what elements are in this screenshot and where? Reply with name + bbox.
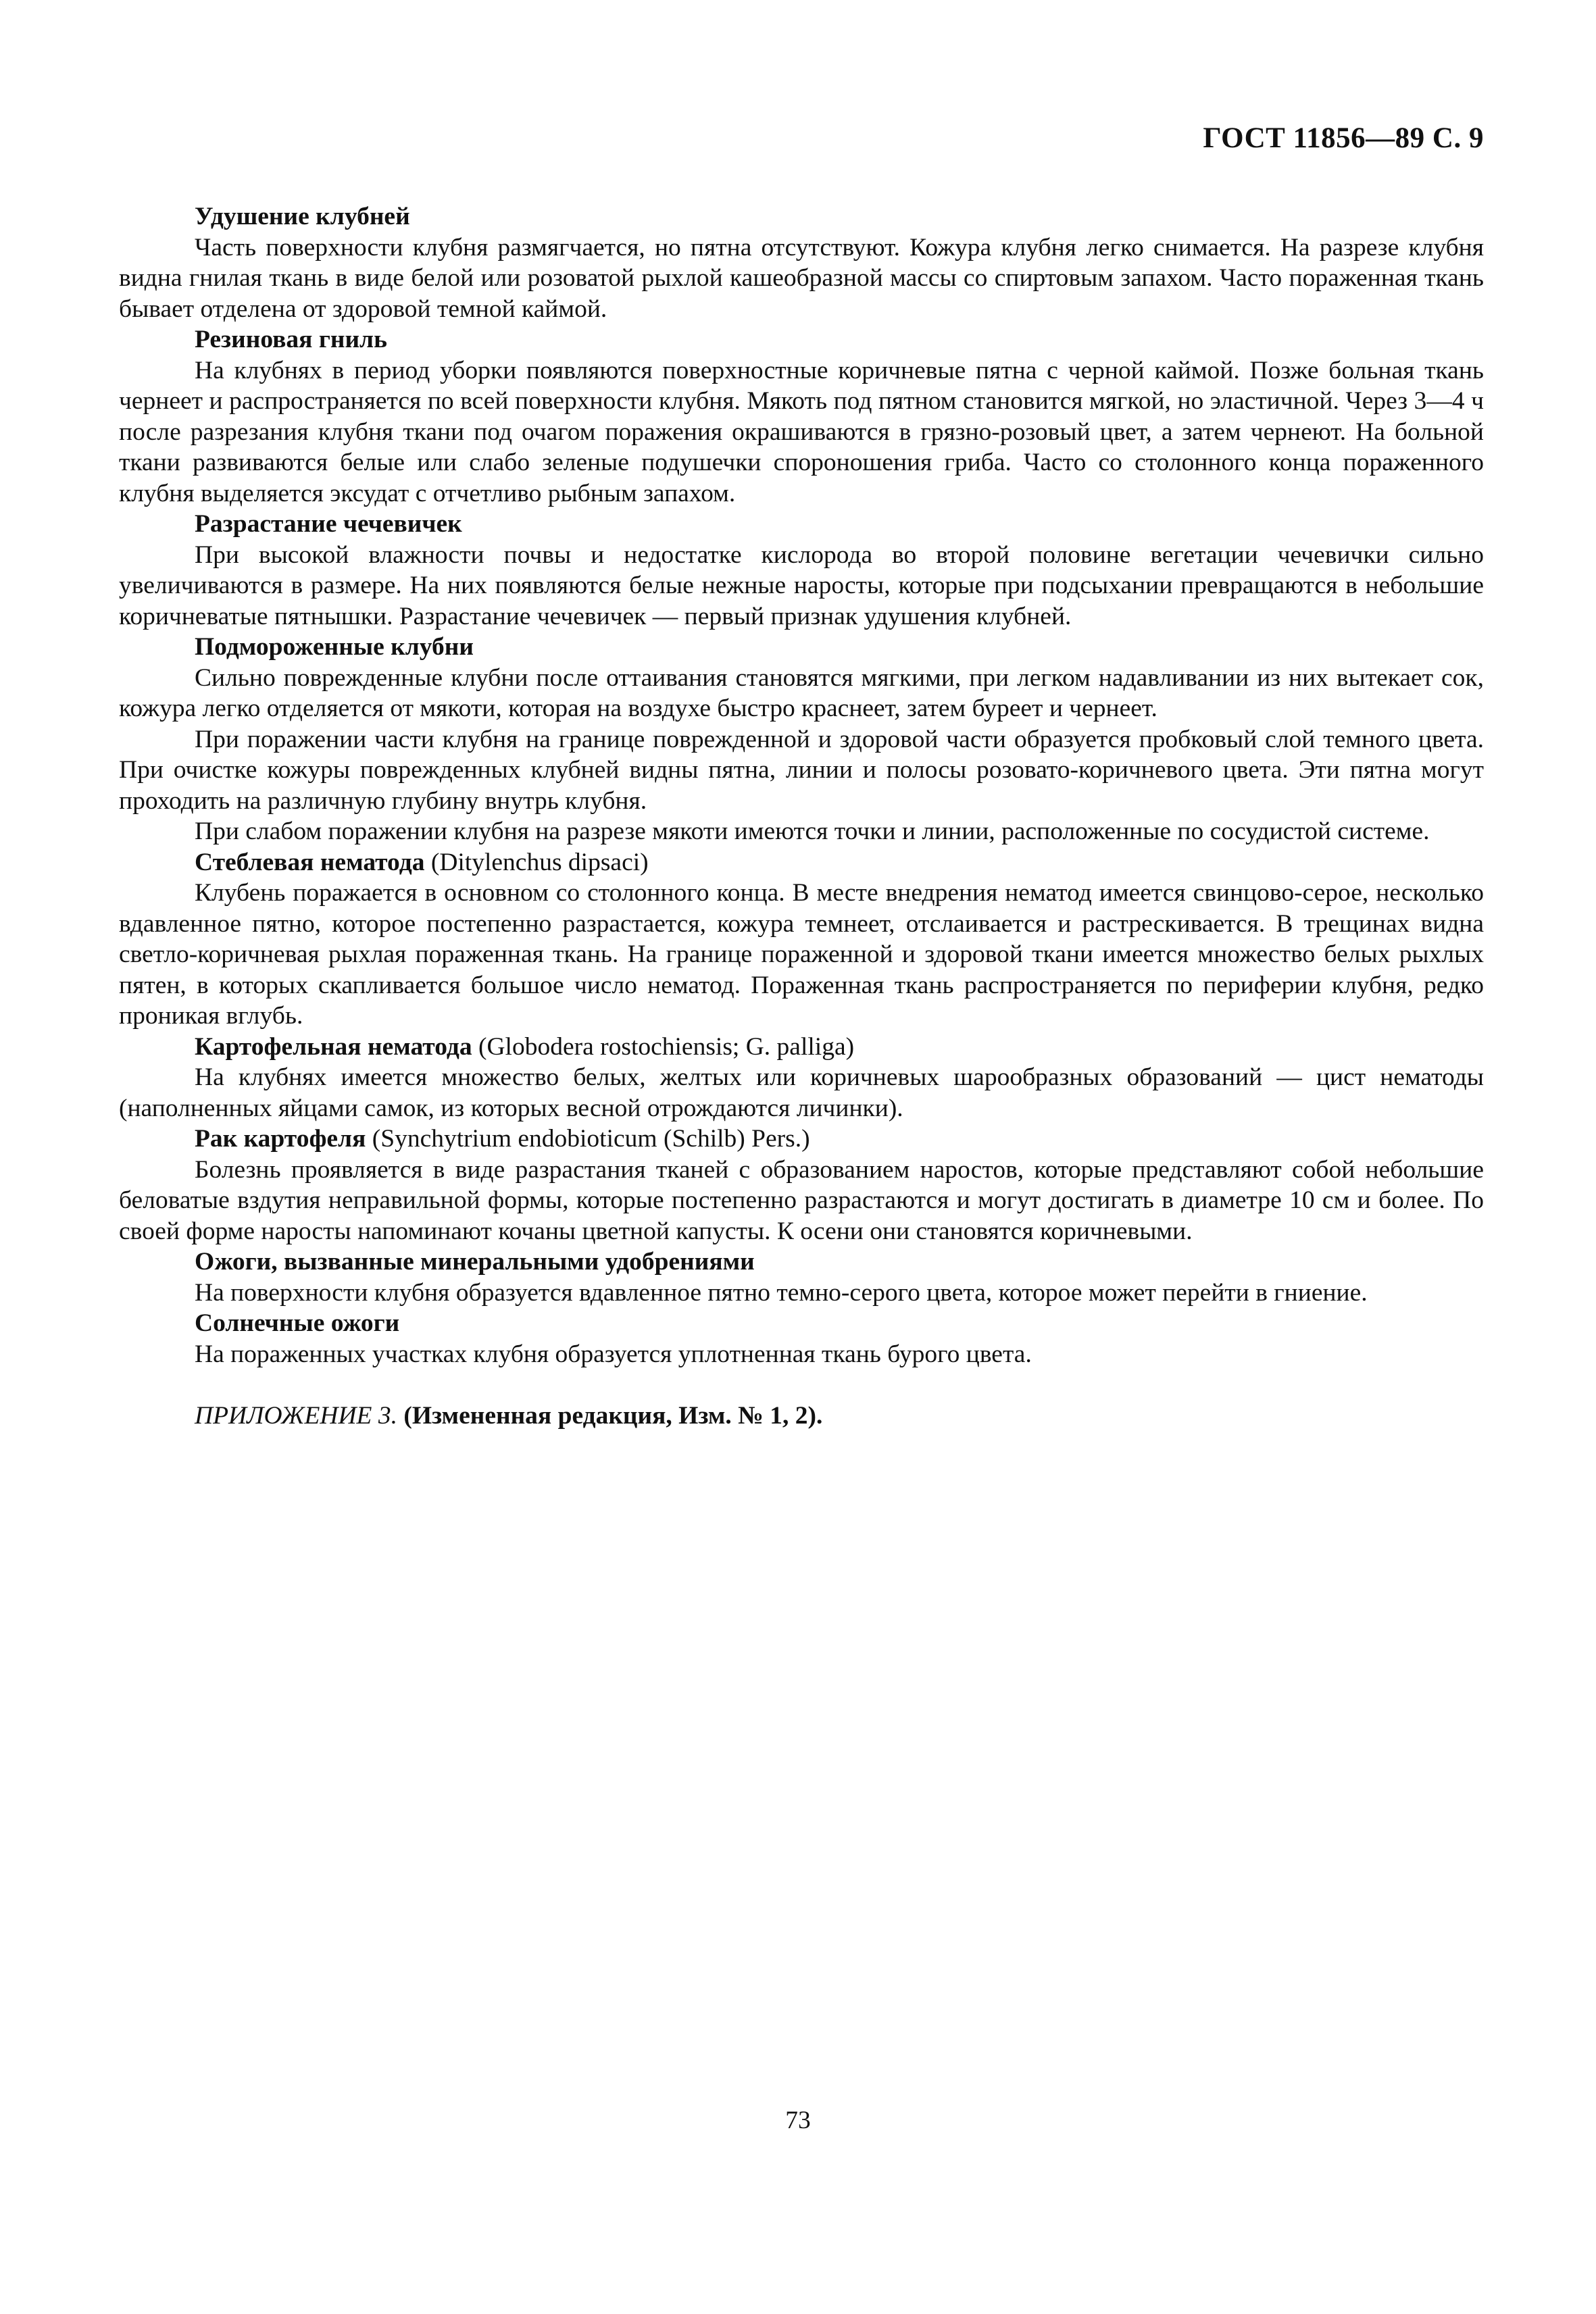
paragraph: Сильно поврежденные клубни после оттаивания становятся мягкими, при легком надавливании из них вытекает сок, кожура легко отделяется от мякоти, которая на воздухе быстро краснеет, затем буреет и чернеет. <box>119 663 1484 722</box>
paragraph: Часть поверхности клубня размягчается, но пятна отсутствуют. Кожура клубня легко снимается. На разрезе клубня видна гнилая ткань в виде белой или розоватой рыхлой кашеобразной массы со спиртовым запахом. Часто пораженная ткань бывает отделена от здоровой темной каймой. <box>119 233 1484 323</box>
paragraph: Болезнь проявляется в виде разрастания тканей с образованием наростов, которые представляют собой небольшие беловатые вздутия неправильной формы, которые постепенно разрастаются и могут достигать в диаметре 10 см и более. По своей форме наросты напоминают кочаны цветной капусты. К осени они становятся коричневыми. <box>119 1155 1484 1245</box>
paragraph: При слабом поражении клубня на разрезе мякоти имеются точки и линии, расположенные по сосудистой системе. <box>195 818 1430 845</box>
paragraph: На поверхности клубня образуется вдавленное пятно темно-серого цвета, которое может перейти в гниение. <box>195 1278 1368 1307</box>
section-heading-line <box>119 847 1484 878</box>
section-title: Картофельная нематода <box>195 1032 472 1061</box>
paragraph: При поражении части клубня на границе поврежденной и здоровой части образуется пробковый слой темного цвета. При очистке кожуры поврежденных клубней видны пятна, линии и полосы розовато-коричневого цвета. Эти пятна могут проходить на различную глубину внутрь клубня. <box>119 725 1484 815</box>
section-title: Разрастание чечевичек <box>195 510 462 538</box>
appendix-note <box>119 1401 1484 1432</box>
paragraph: При высокой влажности почвы и недостатке кислорода во второй половине вегетации чечевички сильно увеличиваются в размере. На них появляются белые нежные наросты, которые при подсыхании превращаются в небольшие коричневатые пятнышки. Разрастание чечевичек — первый признак удушения клубней. <box>119 540 1484 630</box>
revision-note: (Измененная редакция, Изм. № 1, 2). <box>403 1402 823 1430</box>
latin-name: (Globodera rostochiensis; G. palliga) <box>472 1032 855 1061</box>
latin-name: (Synchytrium endobioticum (Schilb) Pers.) <box>366 1125 810 1153</box>
section-heading-line <box>119 1032 1484 1063</box>
document-header: ГОСТ 11856—89 С. 9 <box>1203 122 1484 154</box>
page-number: 73 <box>785 2107 811 2134</box>
paragraph: На клубнях имеется множество белых, желтых или коричневых шарообразных образований — цист нематоды (наполненных яйцами самок, из которых весной отрождаются личинки). <box>119 1063 1484 1122</box>
paragraph: Клубень поражается в основном со столонного конца. В месте внедрения нематод имеется свинцово-серое, несколько вдавленное пятно, которое постепенно разрастается, кожура темнеет, отслаивается и растрескивается. В трещинах видна светло-коричневая рыхлая пораженная ткань. На границе пораженной и здоровой ткани имеется множество белых рыхлых пятен, в которых скапливается большое число нематод. Пораженная ткань распространяется по периферии клубня, редко проникая вглубь. <box>119 879 1484 1030</box>
document-body <box>119 201 1484 1432</box>
section-title: Удушение клубней <box>195 203 410 230</box>
section-title: Ожоги, вызванные минеральными удобрениями <box>195 1248 755 1276</box>
latin-name: (Ditylenchus dipsaci) <box>424 848 649 876</box>
section-title: Стеблевая нематода <box>195 848 425 876</box>
section-title: Рак картофеля <box>195 1125 366 1153</box>
paragraph: На клубнях в период уборки появляются поверхностные коричневые пятна с черной каймой. Позже больная ткань чернеет и распространяется по всей поверхности клубня. Мякоть под пятном становится мягкой, но эластичной. Через 3—4 ч после разрезания клубня ткани под очагом поражения окрашиваются в грязно-розовый цвет, а затем чернеют. На больной ткани развиваются белые или слабо зеленые подушечки спороношения гриба. Часто со столонного конца пораженного клубня выделяется эксудат с отчетливо рыбным запахом. <box>119 356 1484 507</box>
paragraph: На пораженных участках клубня образуется уплотненная ткань бурого цвета. <box>195 1340 1032 1368</box>
section-title: Резиновая гниль <box>195 326 387 353</box>
appendix-label: ПРИЛОЖЕНИЕ 3. <box>195 1402 397 1430</box>
section-heading-line <box>119 1124 1484 1155</box>
section-title: Солнечные ожоги <box>195 1309 400 1337</box>
section-title: Подмороженные клубни <box>195 633 474 661</box>
